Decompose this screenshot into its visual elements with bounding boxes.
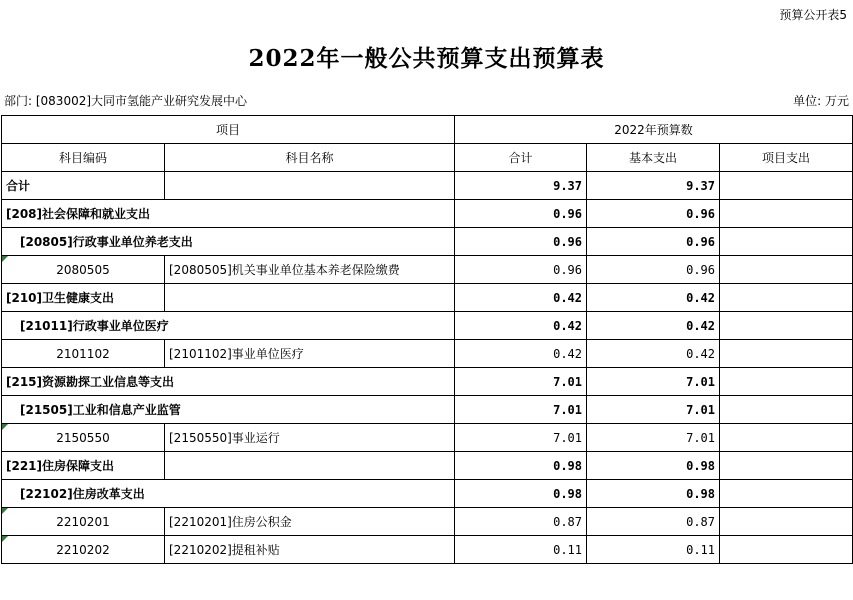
cell-code[interactable]: 2101102 <box>2 340 165 368</box>
cell-basic[interactable]: 0.98 <box>587 480 720 508</box>
cell-total[interactable]: 0.87 <box>455 508 587 536</box>
cell-basic[interactable]: 7.01 <box>587 424 720 452</box>
cell-basic[interactable]: 0.98 <box>587 452 720 480</box>
cell-total[interactable]: 0.98 <box>455 480 587 508</box>
table-row <box>2 256 853 284</box>
header-project: 项目支出 <box>720 144 853 172</box>
cell-project[interactable] <box>720 228 853 256</box>
cell-category[interactable]: [208]社会保障和就业支出 <box>2 200 455 228</box>
table-row <box>2 340 853 368</box>
cell-total[interactable]: 0.42 <box>455 340 587 368</box>
table-row <box>2 284 853 312</box>
table-row <box>2 536 853 564</box>
cell-category[interactable]: [21011]行政事业单位医疗 <box>2 312 455 340</box>
cell-project[interactable] <box>720 452 853 480</box>
unit-label: 单位: 万元 <box>793 94 849 108</box>
header-name: 科目名称 <box>165 144 455 172</box>
page-title: 2022年一般公共预算支出预算表 <box>248 45 605 72</box>
cell-name[interactable]: [2150550]事业运行 <box>165 424 455 452</box>
cell-total[interactable]: 7.01 <box>455 368 587 396</box>
cell-total[interactable]: 7.01 <box>455 424 587 452</box>
table-row <box>2 508 853 536</box>
cell-basic[interactable]: 0.42 <box>587 284 720 312</box>
cell-name[interactable]: [2210202]提租补贴 <box>165 536 455 564</box>
cell-project[interactable] <box>720 312 853 340</box>
table-row <box>2 368 853 396</box>
budget-table <box>1 115 853 564</box>
cell-total[interactable]: 0.96 <box>455 256 587 284</box>
cell-total[interactable]: 0.11 <box>455 536 587 564</box>
cell-project[interactable] <box>720 256 853 284</box>
cell-marker-icon <box>2 508 8 514</box>
cell-basic[interactable]: 7.01 <box>587 368 720 396</box>
cell-basic[interactable]: 0.96 <box>587 256 720 284</box>
cell-marker-icon <box>2 256 8 262</box>
header-code: 科目编码 <box>2 144 165 172</box>
cell-category[interactable]: [20805]行政事业单位养老支出 <box>2 228 455 256</box>
cell-code[interactable]: 合计 <box>2 172 165 200</box>
header-total: 合计 <box>455 144 587 172</box>
form-number: 预算公开表5 <box>779 8 847 22</box>
table-row <box>2 480 853 508</box>
department-label: 部门: [083002]大同市氢能产业研究发展中心 <box>4 94 248 108</box>
cell-project[interactable] <box>720 536 853 564</box>
cell-project[interactable] <box>720 368 853 396</box>
cell-total[interactable]: 0.42 <box>455 312 587 340</box>
cell-total[interactable]: 0.98 <box>455 452 587 480</box>
cell-code[interactable]: 2210201 <box>2 508 165 536</box>
cell-name[interactable]: [2210201]住房公积金 <box>165 508 455 536</box>
cell-name[interactable]: [2080505]机关事业单位基本养老保险缴费 <box>165 256 455 284</box>
cell-marker-icon <box>2 424 8 430</box>
cell-project[interactable] <box>720 340 853 368</box>
cell-total[interactable]: 9.37 <box>455 172 587 200</box>
cell-project[interactable] <box>720 172 853 200</box>
cell-code[interactable]: 2150550 <box>2 424 165 452</box>
table-row <box>2 396 853 424</box>
header-budget-group: 2022年预算数 <box>455 116 853 144</box>
cell-project[interactable] <box>720 284 853 312</box>
cell-basic[interactable]: 0.42 <box>587 312 720 340</box>
cell-basic[interactable]: 0.96 <box>587 228 720 256</box>
table-row <box>2 424 853 452</box>
cell-name[interactable]: [2101102]事业单位医疗 <box>165 340 455 368</box>
cell-basic[interactable]: 9.37 <box>587 172 720 200</box>
cell-project[interactable] <box>720 508 853 536</box>
table-row <box>2 172 853 200</box>
cell-code[interactable]: 2210202 <box>2 536 165 564</box>
cell-project[interactable] <box>720 480 853 508</box>
table-row <box>2 452 853 480</box>
cell-name[interactable] <box>165 452 455 480</box>
cell-basic[interactable]: 0.87 <box>587 508 720 536</box>
table-row <box>2 200 853 228</box>
cell-category[interactable]: [21505]工业和信息产业监管 <box>2 396 455 424</box>
cell-code[interactable]: [221]住房保障支出 <box>2 452 165 480</box>
cell-category[interactable]: [215]资源勘探工业信息等支出 <box>2 368 455 396</box>
cell-code[interactable]: [210]卫生健康支出 <box>2 284 165 312</box>
table-row <box>2 312 853 340</box>
cell-marker-icon <box>2 536 8 542</box>
cell-total[interactable]: 0.96 <box>455 228 587 256</box>
cell-total[interactable]: 0.96 <box>455 200 587 228</box>
cell-code[interactable]: 2080505 <box>2 256 165 284</box>
cell-name[interactable] <box>165 172 455 200</box>
cell-project[interactable] <box>720 200 853 228</box>
cell-name[interactable] <box>165 284 455 312</box>
cell-project[interactable] <box>720 396 853 424</box>
cell-category[interactable]: [22102]住房改革支出 <box>2 480 455 508</box>
cell-total[interactable]: 7.01 <box>455 396 587 424</box>
cell-basic[interactable]: 0.42 <box>587 340 720 368</box>
cell-project[interactable] <box>720 424 853 452</box>
cell-basic[interactable]: 0.96 <box>587 200 720 228</box>
cell-basic[interactable]: 0.11 <box>587 536 720 564</box>
header-basic: 基本支出 <box>587 144 720 172</box>
cell-basic[interactable]: 7.01 <box>587 396 720 424</box>
table-row <box>2 228 853 256</box>
cell-total[interactable]: 0.42 <box>455 284 587 312</box>
header-item-group: 项目 <box>2 116 455 144</box>
